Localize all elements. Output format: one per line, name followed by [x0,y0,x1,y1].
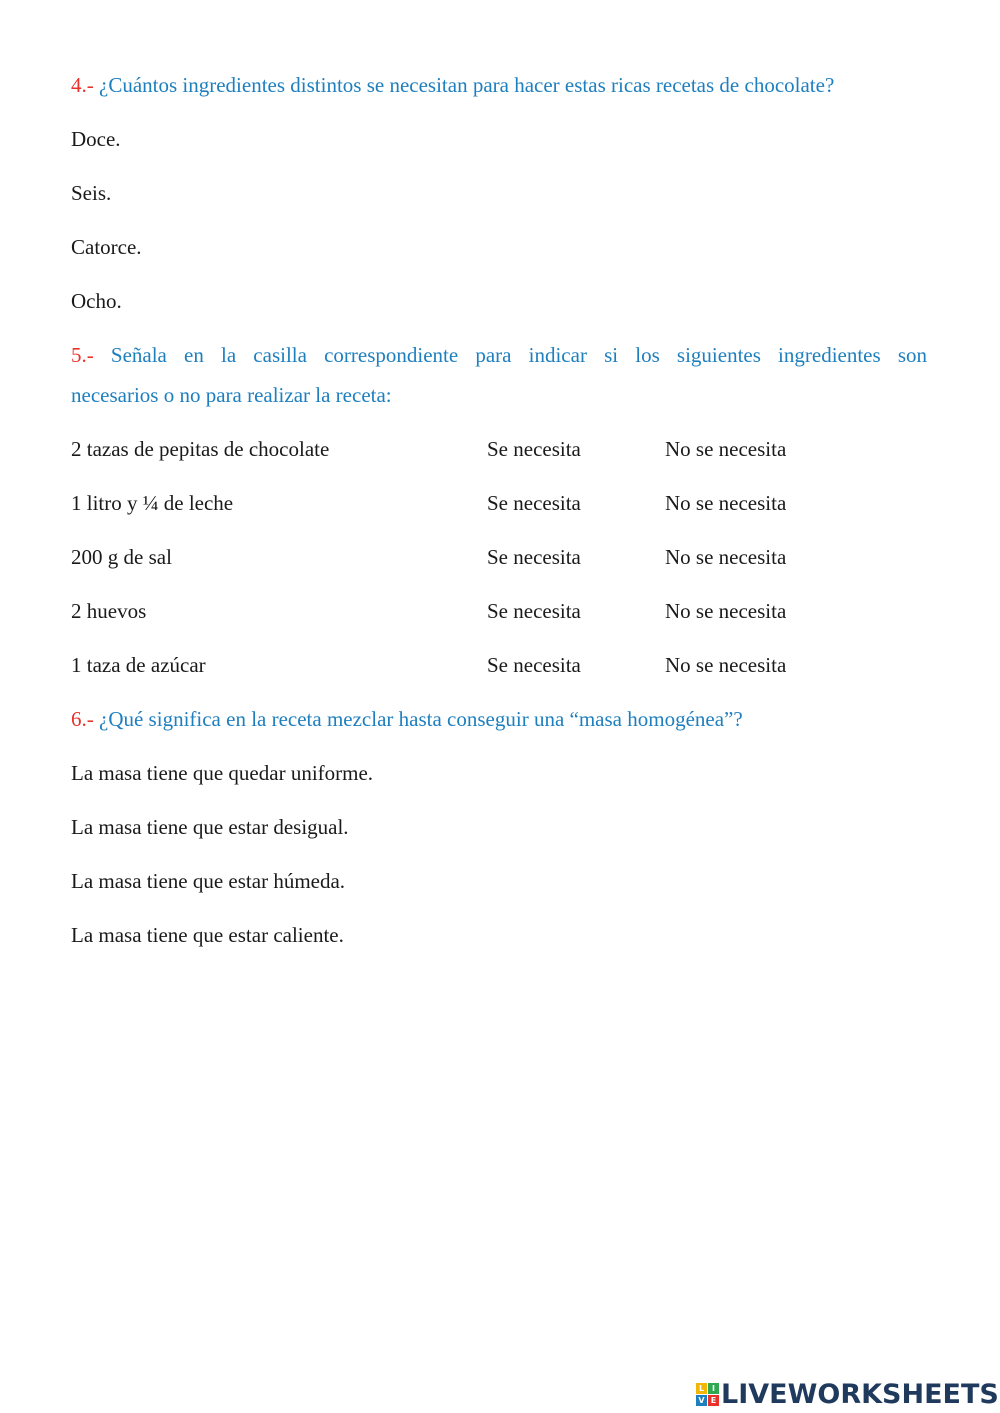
logo-tile: V [696,1395,707,1406]
question-5 [71,342,927,368]
no-se-necesita-option[interactable]: No se necesita [665,437,787,461]
question-5-text-line1: Señala en la casilla correspondiente para indicar si los siguientes ingredientes son [110,343,928,367]
se-necesita-option[interactable]: Se necesita [487,437,581,461]
liveworksheets-logo [696,1378,999,1410]
q6-option-3[interactable]: La masa tiene que estar húmeda. [71,869,346,893]
question-5-number: 5.- [71,343,94,367]
q6-option-1[interactable]: La masa tiene que quedar uniforme. [71,761,374,785]
no-se-necesita-option[interactable]: No se necesita [665,653,787,677]
ingredient-label: 2 huevos [71,599,147,623]
q4-option-2[interactable]: Seis. [71,181,112,205]
question-6-text: ¿Qué significa en la receta mezclar hasta conseguir una “masa homogénea”? [99,707,743,731]
question-4 [71,72,834,98]
q6-option-2[interactable]: La masa tiene que estar desigual. [71,815,349,839]
logo-tile: L [696,1383,707,1394]
no-se-necesita-option[interactable]: No se necesita [665,599,787,623]
logo-text: LIVEWORKSHEETS [721,1378,999,1410]
no-se-necesita-option[interactable]: No se necesita [665,545,787,569]
ingredient-label: 2 tazas de pepitas de chocolate [71,437,330,461]
se-necesita-option[interactable]: Se necesita [487,491,581,515]
q4-option-4[interactable]: Ocho. [71,289,122,313]
q4-option-3[interactable]: Catorce. [71,235,142,259]
ingredient-label: 1 taza de azúcar [71,653,206,677]
se-necesita-option[interactable]: Se necesita [487,653,581,677]
question-6 [71,706,743,732]
question-4-number: 4.- [71,73,94,97]
question-4-text: ¿Cuántos ingredientes distintos se necesitan para hacer estas ricas recetas de chocolate? [99,73,835,97]
q6-option-4[interactable]: La masa tiene que estar caliente. [71,923,344,947]
question-6-number: 6.- [71,707,94,731]
question-5-text-line2: necesarios o no para realizar la receta: [71,383,392,407]
logo-mark-icon [696,1383,719,1406]
ingredient-label: 200 g de sal [71,545,172,569]
se-necesita-option[interactable]: Se necesita [487,599,581,623]
no-se-necesita-option[interactable]: No se necesita [665,491,787,515]
logo-tile: I [708,1383,719,1394]
logo-tile: E [708,1395,719,1406]
ingredient-label: 1 litro y ¼ de leche [71,491,234,515]
q4-option-1[interactable]: Doce. [71,127,121,151]
se-necesita-option[interactable]: Se necesita [487,545,581,569]
